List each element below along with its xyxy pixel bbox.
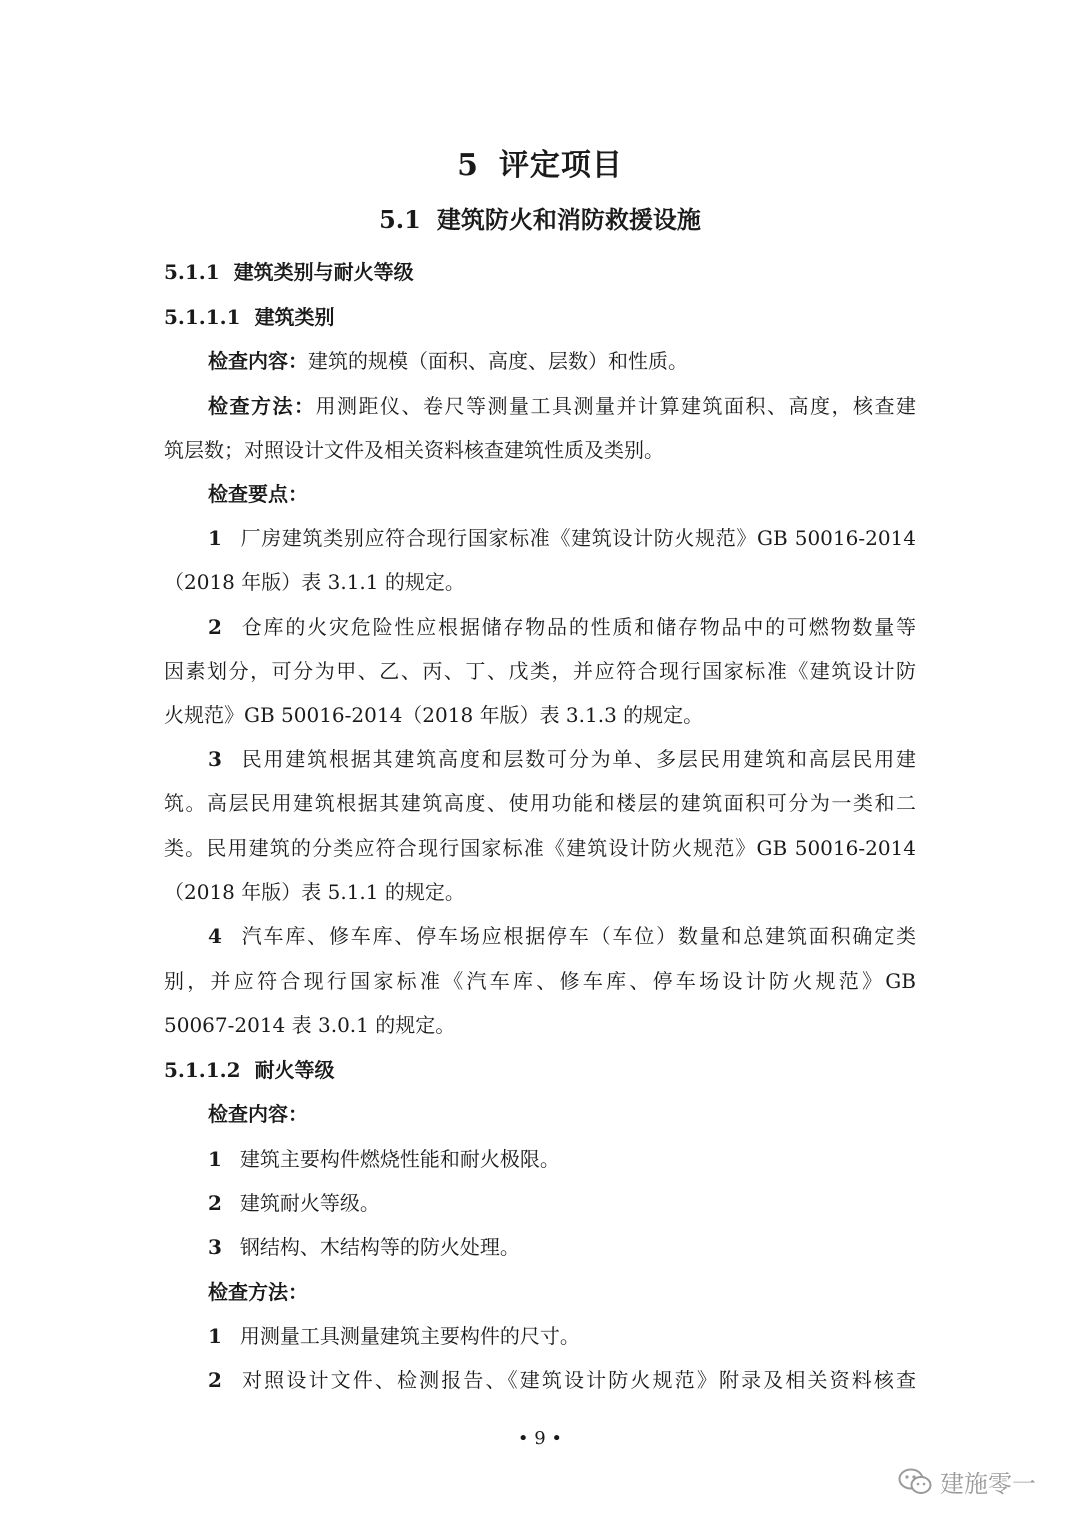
list-item-line: 火规范》GB 50016-2014（2018 年版）表 3.1.3 的规定。 (164, 703, 704, 727)
list-item-line (208, 745, 916, 773)
list-item-line: 类。民用建筑的分类应符合现行国家标准《建筑设计防火规范》GB 50016-2014 (164, 836, 916, 860)
list-item-text: 用测量工具测量建筑主要构件的尺寸。 (239, 1324, 580, 1348)
list-item-line (208, 1366, 916, 1394)
list-item-text: 对照设计文件、检测报告、《建筑设计防火规范》附录及相关资料核查 (239, 1368, 916, 1392)
list-item-line (208, 1322, 580, 1350)
page-number: • 9 • (517, 1428, 563, 1449)
list-item-text: 民用建筑根据其建筑高度和层数可分为单、多层民用建筑和高层民用建 (239, 747, 916, 771)
list-item-line: 别，并应符合现行国家标准《汽车库、修车库、停车场设计防火规范》GB (164, 969, 916, 993)
list-item-line (208, 1233, 520, 1261)
paragraph-line: 筑层数；对照设计文件及相关资料核查建筑性质及类别。 (164, 438, 664, 462)
subsubsection-number: 5.1.1.2 (164, 1058, 241, 1082)
paragraph-text: 建筑的规模（面积、高度、层数）和性质。 (308, 349, 688, 373)
list-item-text: 汽车库、修车库、停车场应根据停车（车位）数量和总建筑面积确定类 (239, 924, 916, 948)
list-item-line: 50067-2014 表 3.0.1 的规定。 (164, 1013, 456, 1037)
list-item-line: （2018 年版）表 3.1.1 的规定。 (164, 570, 465, 594)
list-item-number: 1 (208, 1147, 222, 1171)
watermark (898, 1464, 1036, 1499)
list-item-text: 建筑耐火等级。 (239, 1191, 380, 1215)
paragraph-label: 检查方法： (208, 394, 316, 418)
chapter-number: 5 (457, 148, 479, 183)
chapter-title-text: 评定项目 (498, 148, 623, 183)
section-title-text: 建筑防火和消防救援设施 (436, 205, 701, 234)
list-item-number: 2 (208, 1191, 222, 1215)
list-item-line (208, 613, 916, 641)
chapter-title (0, 140, 1080, 184)
subsubsection-title: 建筑类别 (254, 305, 335, 329)
paragraph-label: 检查内容： (208, 349, 308, 373)
paragraph (208, 347, 688, 375)
list-item-line: （2018 年版）表 5.1.1 的规定。 (164, 880, 465, 904)
list-item-line: 筑。高层民用建筑根据其建筑高度、使用功能和楼层的建筑面积可分为一类和二 (164, 791, 916, 815)
paragraph-label: 检查方法： (208, 1280, 308, 1304)
section-title (0, 200, 1080, 235)
wechat-icon (898, 1468, 932, 1496)
list-item-text: 厂房建筑类别应符合现行国家标准《建筑设计防火规范》GB 50016-2014 (239, 526, 916, 550)
subsubsection-number: 5.1.1.1 (164, 305, 241, 329)
list-item-text: 建筑主要构件燃烧性能和耐火极限。 (239, 1147, 560, 1171)
list-item-text: 仓库的火灾危险性应根据储存物品的性质和储存物品中的可燃物数量等 (239, 615, 916, 639)
subsubsection-heading (164, 1056, 335, 1084)
list-item-line (208, 1189, 380, 1217)
watermark-text: 建施零一 (940, 1470, 1036, 1498)
list-item-line (208, 1145, 560, 1173)
paragraph-line (208, 392, 916, 420)
paragraph-text: 用测距仪、卷尺等测量工具测量并计算建筑面积、高度，核查建 (315, 394, 916, 418)
list-item-number: 3 (208, 1235, 222, 1259)
subsubsection-heading (164, 303, 335, 331)
list-item-line: 因素划分，可分为甲、乙、丙、丁、戊类，并应符合现行国家标准《建筑设计防 (164, 659, 916, 683)
subsection-number: 5.1.1 (164, 260, 220, 284)
subsubsection-title: 耐火等级 (254, 1058, 335, 1082)
list-item-text: 钢结构、木结构等的防火处理。 (239, 1235, 520, 1259)
list-item-number: 1 (208, 526, 222, 550)
subsection-heading (164, 258, 414, 286)
list-item-number: 3 (208, 747, 222, 771)
list-item-number: 2 (208, 1368, 222, 1392)
list-item-number: 1 (208, 1324, 222, 1348)
list-item-number: 2 (208, 615, 222, 639)
subsection-title: 建筑类别与耐火等级 (233, 260, 414, 284)
paragraph-label: 检查内容： (208, 1102, 308, 1126)
paragraph-label: 检查要点： (208, 482, 308, 506)
list-item-line (208, 524, 916, 552)
list-item-number: 4 (208, 924, 222, 948)
section-number: 5.1 (379, 205, 421, 234)
list-item-line (208, 922, 916, 950)
